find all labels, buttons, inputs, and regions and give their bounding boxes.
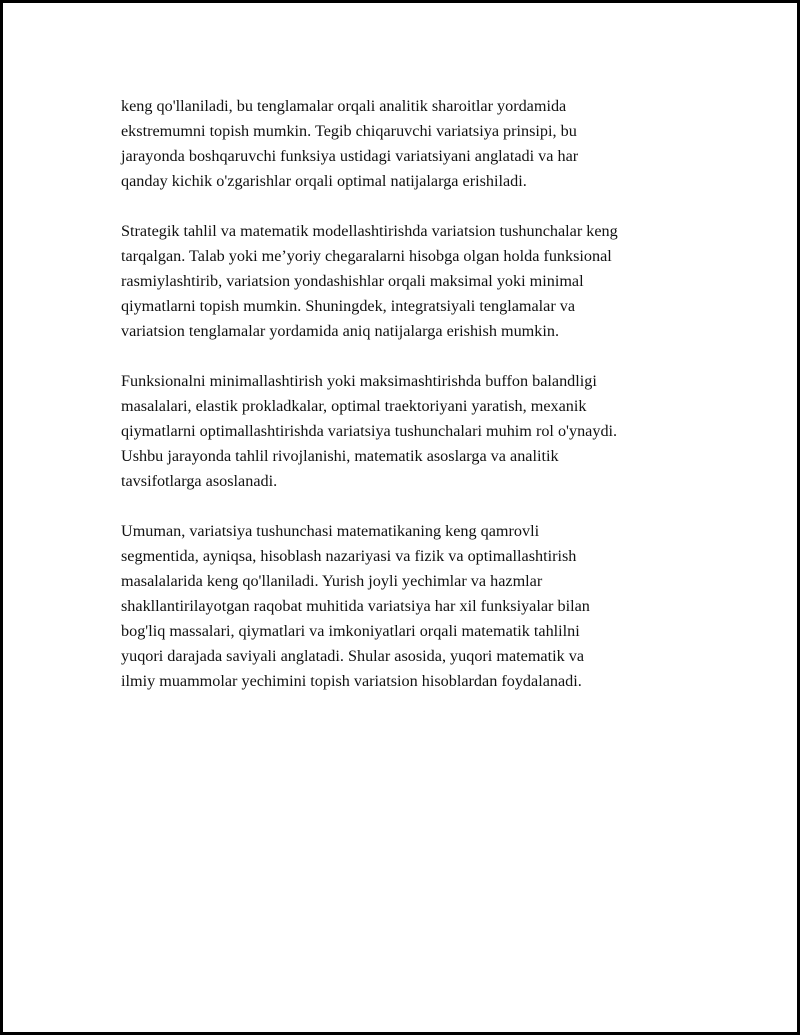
text-line: jarayonda boshqaruvchi funksiya ustidagi variatsiyani anglatadi va har [121, 147, 579, 165]
text-line: qiymatlarni topish mumkin. Shuningdek, integratsiyali tenglamalar va [121, 297, 576, 315]
text-line: ilmiy muammolar yechimini topish variatsion hisoblardan foydalanadi. [121, 672, 582, 690]
text-line: Ushbu jarayonda tahlil rivojlanishi, matematik asoslarga va analitik [121, 447, 559, 465]
text-line: masalalari, elastik prokladkalar, optimal traektoriyani yaratish, mexanik [121, 397, 587, 415]
text-line: yuqori darajada saviyali anglatadi. Shular asosida, yuqori matematik va [121, 647, 585, 665]
document-body [121, 94, 701, 719]
text-line: qanday kichik o'zgarishlar orqali optimal natijalarga erishiladi. [121, 172, 527, 190]
text-line: shakllantirilayotgan raqobat muhitida variatsiya har xil funksiyalar bilan [121, 597, 590, 615]
paragraph-2 [121, 219, 701, 344]
text-line: keng qo'llaniladi, bu tenglamalar orqali analitik sharoitlar yordamida [121, 97, 567, 115]
text-line: tarqalgan. Talab yoki me’yoriy chegaralarni hisobga olgan holda funksional [121, 247, 612, 265]
text-line: Strategik tahlil va matematik modellashtirishda variatsion tushunchalar keng [121, 222, 618, 240]
text-line: ekstremumni topish mumkin. Tegib chiqaruvchi variatsiya prinsipi, bu [121, 122, 577, 140]
text-line: qiymatlarni optimallashtirishda variatsiya tushunchalari muhim rol o'ynaydi. [121, 422, 618, 440]
text-line: Funksionalni minimallashtirish yoki maksimashtirishda buffon balandligi [121, 372, 597, 390]
text-line: masalalarida keng qo'llaniladi. Yurish joyli yechimlar va hazmlar [121, 572, 543, 590]
text-line: rasmiylashtirib, variatsion yondashishlar orqali maksimal yoki minimal [121, 272, 584, 290]
text-line: variatsion tenglamalar yordamida aniq natijalarga erishish mumkin. [121, 322, 559, 340]
paragraph-3 [121, 369, 701, 494]
text-line: tavsifotlarga asoslanadi. [121, 472, 278, 490]
paragraph-1 [121, 94, 701, 194]
text-line: bog'liq massalari, qiymatlari va imkoniyatlari orqali matematik tahlilni [121, 622, 580, 640]
text-line: segmentida, ayniqsa, hisoblash nazariyasi va fizik va optimallashtirish [121, 547, 577, 565]
paragraph-4 [121, 519, 701, 694]
text-line: Umuman, variatsiya tushunchasi matematikaning keng qamrovli [121, 522, 540, 540]
